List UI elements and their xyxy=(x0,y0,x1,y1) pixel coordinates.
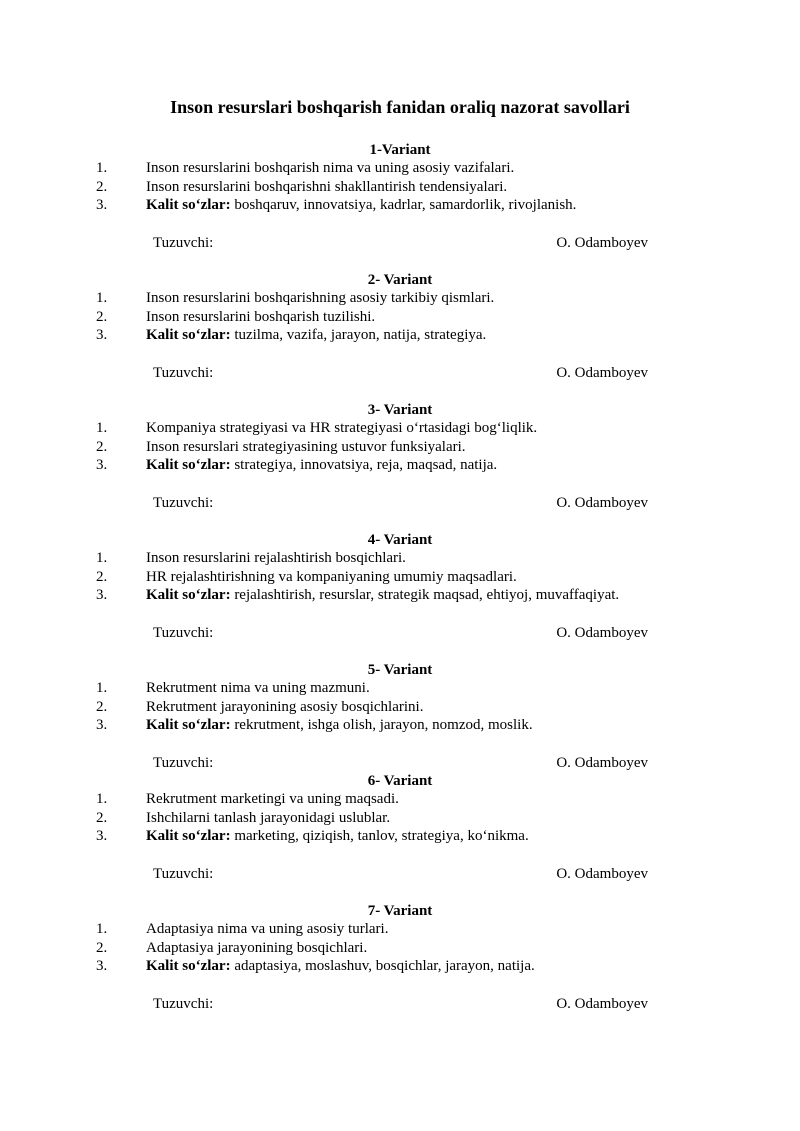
question-item xyxy=(0,809,800,828)
question-text: Rekrutment nima va uning mazmuni. xyxy=(146,680,370,696)
question-text: Inson resurslarini boshqarishni shakllantirish tendensiyalari. xyxy=(146,178,508,195)
question-text: Inson resurslarini rejalashtirish bosqichlari. xyxy=(146,550,406,566)
question-text: Adaptasiya nima va uning asosiy turlari. xyxy=(146,921,389,937)
question-item xyxy=(0,159,800,178)
question-item xyxy=(0,549,800,568)
question-number: 1. xyxy=(96,921,108,937)
question-number: 1. xyxy=(96,680,108,696)
author-row xyxy=(0,493,800,513)
keywords-label: Kalit so‘zlar: xyxy=(146,457,231,473)
keywords-line xyxy=(146,326,486,345)
question-number: 3. xyxy=(96,587,108,603)
author-name: O. Odamboyev xyxy=(556,995,648,1012)
keywords-item xyxy=(0,716,800,735)
question-item xyxy=(0,568,800,587)
question-number: 3. xyxy=(96,457,108,473)
question-item xyxy=(0,920,800,939)
author-name: O. Odamboyev xyxy=(556,624,648,641)
variant-heading: 3- Variant xyxy=(367,402,433,418)
question-text: Inson resurslarini boshqarish tuzilishi. xyxy=(146,308,376,325)
question-item xyxy=(0,308,800,327)
question-number: 2. xyxy=(96,438,108,455)
variant-block xyxy=(0,902,800,1014)
author-name: O. Odamboyev xyxy=(556,754,648,771)
question-number: 2. xyxy=(96,939,108,956)
variant-block xyxy=(0,531,800,643)
keywords-label: Kalit so‘zlar: xyxy=(146,327,231,343)
variant-block xyxy=(0,401,800,513)
author-label: Tuzuvchi: xyxy=(153,624,214,641)
author-label: Tuzuvchi: xyxy=(153,364,214,381)
question-item xyxy=(0,698,800,717)
keywords-label: Kalit so‘zlar: xyxy=(146,587,231,603)
question-text: Inson resurslari strategiyasining ustuvor funksiyalari. xyxy=(146,438,466,455)
keywords-text: adaptasiya, moslashuv, bosqichlar, jarayon, natija. xyxy=(234,958,535,974)
keywords-text: boshqaruv, innovatsiya, kadrlar, samardorlik, rivojlanish. xyxy=(234,197,577,213)
variant-heading: 7- Variant xyxy=(367,903,433,919)
author-row xyxy=(0,864,800,884)
keywords-line xyxy=(146,586,619,605)
keywords-item xyxy=(0,957,800,976)
question-number: 1. xyxy=(96,550,108,566)
question-item xyxy=(0,790,800,809)
author-label: Tuzuvchi: xyxy=(153,865,214,882)
question-number: 3. xyxy=(96,717,108,733)
question-number: 2. xyxy=(96,568,108,585)
variant-block xyxy=(0,661,800,773)
question-text: Inson resurslarini boshqarishning asosiy tarkibiy qismlari. xyxy=(146,290,495,306)
keywords-item xyxy=(0,196,800,215)
variant-heading: 1-Variant xyxy=(369,142,431,158)
question-item xyxy=(0,438,800,457)
question-text: Ishchilarni tanlash jarayonidagi uslublar. xyxy=(146,809,391,826)
variant-block xyxy=(0,141,800,253)
keywords-line xyxy=(146,827,529,846)
author-row xyxy=(0,233,800,253)
author-label: Tuzuvchi: xyxy=(153,234,214,251)
question-text: Inson resurslarini boshqarish nima va uning asosiy vazifalari. xyxy=(146,160,515,176)
keywords-item xyxy=(0,456,800,475)
author-name: O. Odamboyev xyxy=(556,364,648,381)
keywords-line xyxy=(146,456,497,475)
variant-heading: 5- Variant xyxy=(367,662,433,678)
question-text: Rekrutment jarayonining asosiy bosqichlarini. xyxy=(146,698,424,715)
keywords-label: Kalit so‘zlar: xyxy=(146,958,231,974)
keywords-item xyxy=(0,827,800,846)
keywords-line xyxy=(146,716,533,735)
variant-heading: 4- Variant xyxy=(367,532,433,548)
question-number: 3. xyxy=(96,828,108,844)
keywords-text: rekrutment, ishga olish, jarayon, nomzod, moslik. xyxy=(234,717,533,733)
question-item xyxy=(0,289,800,308)
keywords-text: strategiya, innovatsiya, reja, maqsad, natija. xyxy=(234,457,498,473)
variant-heading: 6- Variant xyxy=(367,773,433,789)
question-number: 2. xyxy=(96,178,108,195)
author-row xyxy=(0,363,800,383)
question-item xyxy=(0,679,800,698)
keywords-text: rejalashtirish, resurslar, strategik maqsad, ehtiyoj, muvaffaqiyat. xyxy=(234,587,620,603)
question-number: 3. xyxy=(96,327,108,343)
author-name: O. Odamboyev xyxy=(556,865,648,882)
keywords-text: marketing, qiziqish, tanlov, strategiya, ko‘nikma. xyxy=(234,828,529,844)
variant-heading: 2- Variant xyxy=(367,272,433,288)
author-row xyxy=(0,753,800,773)
author-row xyxy=(0,994,800,1014)
keywords-label: Kalit so‘zlar: xyxy=(146,197,231,213)
keywords-line xyxy=(146,196,576,215)
question-number: 2. xyxy=(96,698,108,715)
document-title: Inson resurslari boshqarish fanidan oraliq nazorat savollari xyxy=(170,97,630,117)
author-name: O. Odamboyev xyxy=(556,494,648,511)
question-text: Adaptasiya jarayonining bosqichlari. xyxy=(146,939,368,956)
keywords-label: Kalit so‘zlar: xyxy=(146,828,231,844)
question-text: Rekrutment marketingi va uning maqsadi. xyxy=(146,791,399,807)
question-number: 3. xyxy=(96,958,108,974)
question-number: 1. xyxy=(96,791,108,807)
question-text: HR rejalashtirishning va kompaniyaning umumiy maqsadlari. xyxy=(146,568,517,585)
variant-block xyxy=(0,271,800,383)
keywords-label: Kalit so‘zlar: xyxy=(146,717,231,733)
question-number: 3. xyxy=(96,197,108,213)
question-item xyxy=(0,939,800,958)
question-item xyxy=(0,178,800,197)
keywords-item xyxy=(0,586,800,605)
author-name: O. Odamboyev xyxy=(556,234,648,251)
author-label: Tuzuvchi: xyxy=(153,754,214,771)
author-label: Tuzuvchi: xyxy=(153,995,214,1012)
question-number: 1. xyxy=(96,160,108,176)
question-item xyxy=(0,419,800,438)
question-number: 2. xyxy=(96,809,108,826)
question-number: 1. xyxy=(96,420,108,436)
keywords-item xyxy=(0,326,800,345)
variant-block xyxy=(0,772,800,884)
keywords-text: tuzilma, vazifa, jarayon, natija, strategiya. xyxy=(234,327,487,343)
question-text: Kompaniya strategiyasi va HR strategiyasi o‘rtasidagi bog‘liqlik. xyxy=(146,420,538,436)
question-number: 2. xyxy=(96,308,108,325)
keywords-line xyxy=(146,957,535,976)
author-label: Tuzuvchi: xyxy=(153,494,214,511)
author-row xyxy=(0,623,800,643)
question-number: 1. xyxy=(96,290,108,306)
